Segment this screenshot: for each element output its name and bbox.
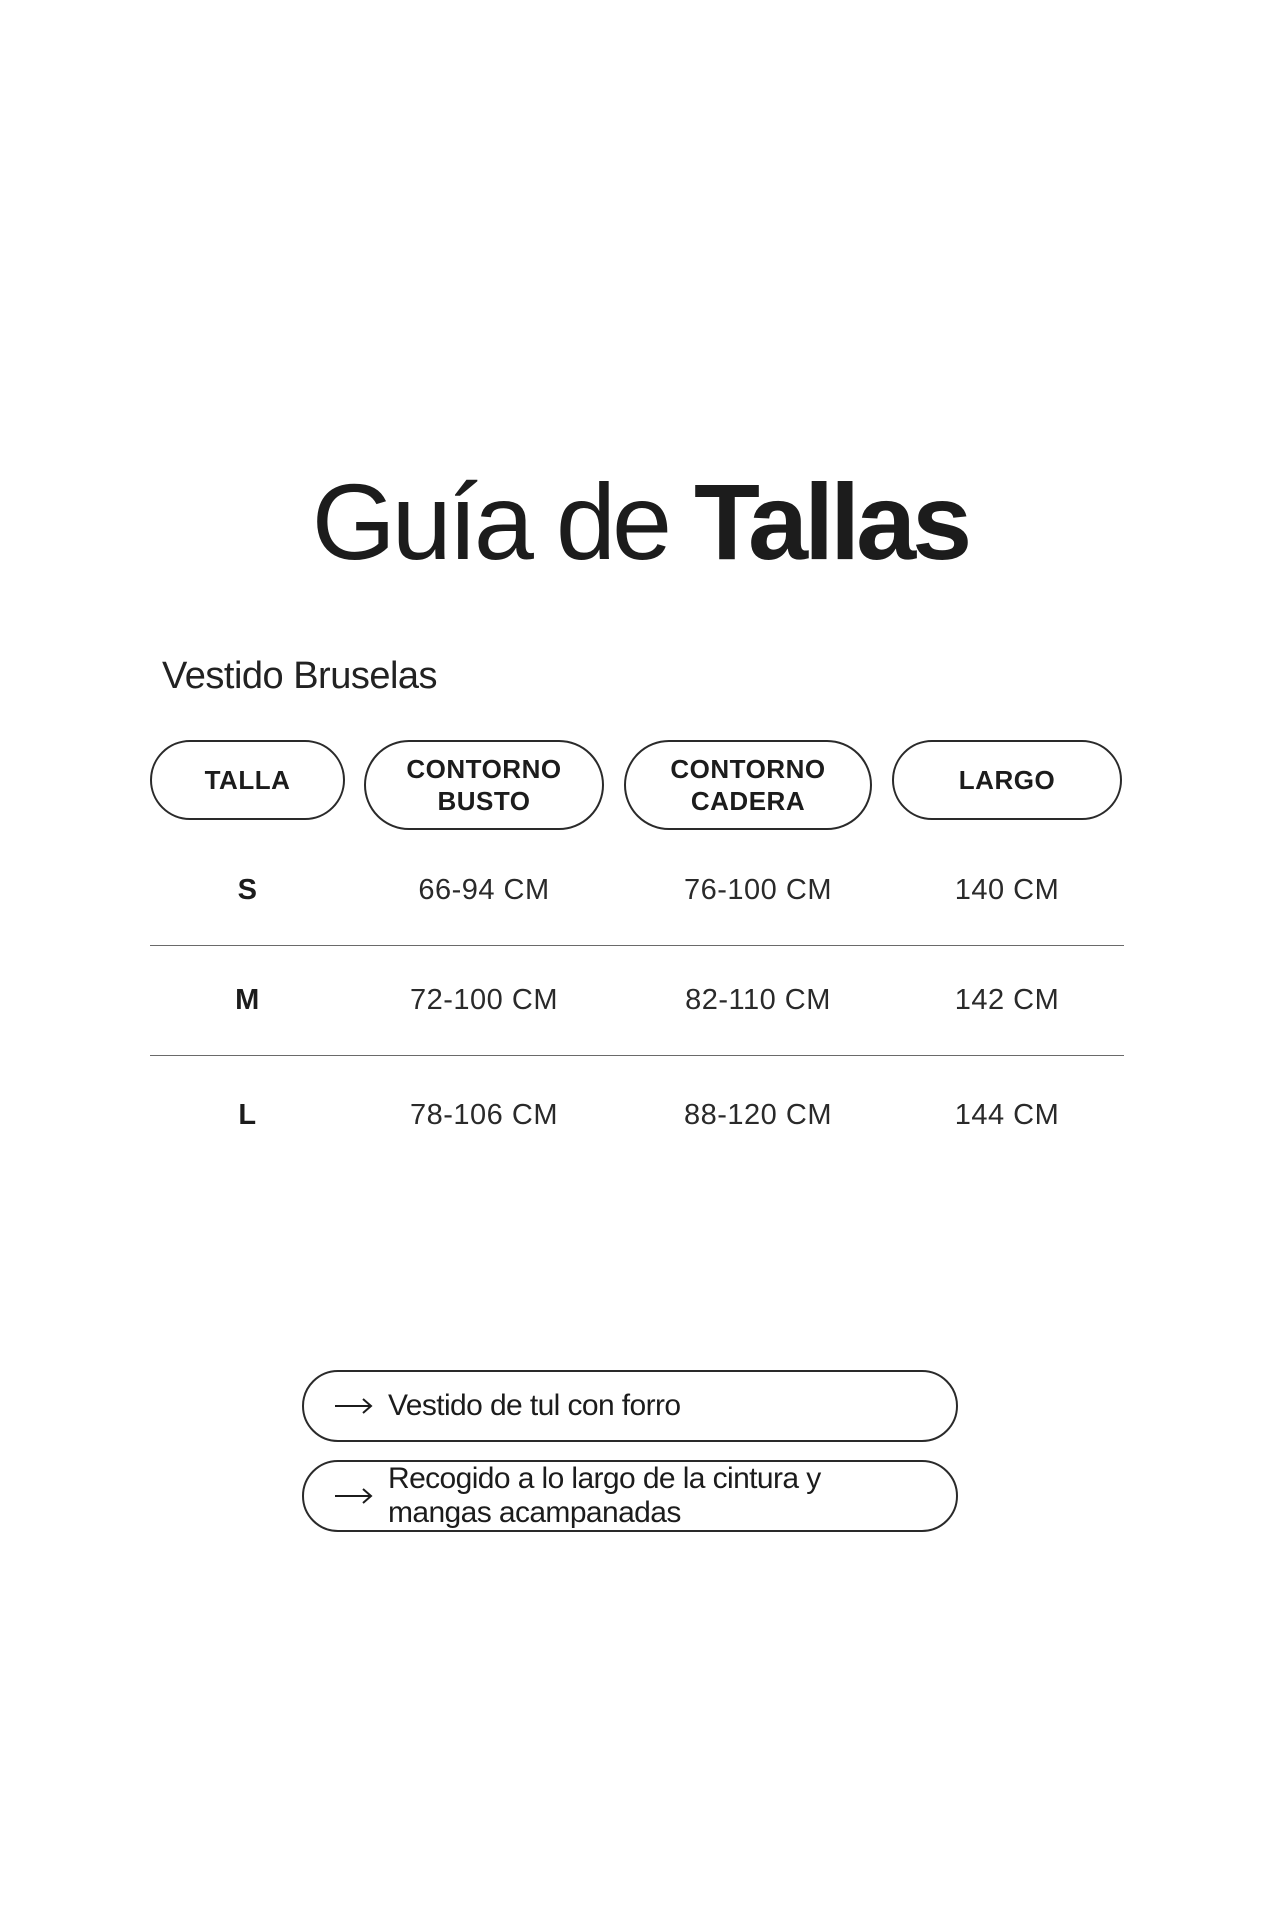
length-cell: 142 CM [954, 984, 1060, 1016]
length-cell: 140 CM [954, 874, 1060, 906]
size-cell: L [238, 1099, 257, 1131]
header-label: LARGO [958, 765, 1056, 795]
hip-cell: 76-100 CM [684, 874, 832, 906]
size-cell: M [235, 984, 260, 1016]
row-divider [150, 945, 1124, 946]
size-cell: S [237, 874, 258, 906]
header-contorno-cadera [624, 740, 872, 830]
feature-note [302, 1370, 958, 1442]
bust-cell: 78-106 CM [410, 1099, 558, 1131]
arrow-right-icon [334, 1486, 374, 1506]
hip-cell: 88-120 CM [684, 1099, 832, 1131]
page-title [0, 462, 1280, 582]
length-cell: 144 CM [954, 1099, 1060, 1131]
feature-note-text: Vestido de tul con forro [388, 1389, 681, 1422]
row-divider [150, 1055, 1124, 1056]
feature-note-text: Recogido a lo largo de la cintura y mangas acampanadas [388, 1462, 821, 1529]
header-talla [150, 740, 345, 820]
header-label: CONTORNO BUSTO [406, 754, 562, 816]
hip-cell: 82-110 CM [685, 984, 831, 1016]
header-label: CONTORNO CADERA [670, 754, 826, 816]
bust-cell: 72-100 CM [410, 984, 558, 1016]
product-name: Vestido Bruselas [162, 655, 438, 697]
header-label: TALLA [204, 765, 291, 795]
feature-note [302, 1460, 958, 1532]
page-title-regular: Guía de [311, 461, 695, 582]
arrow-right-icon [334, 1396, 374, 1416]
bust-cell: 66-94 CM [418, 874, 550, 906]
header-contorno-busto [364, 740, 604, 830]
page-title-bold: Tallas [694, 461, 969, 582]
header-largo [892, 740, 1122, 820]
